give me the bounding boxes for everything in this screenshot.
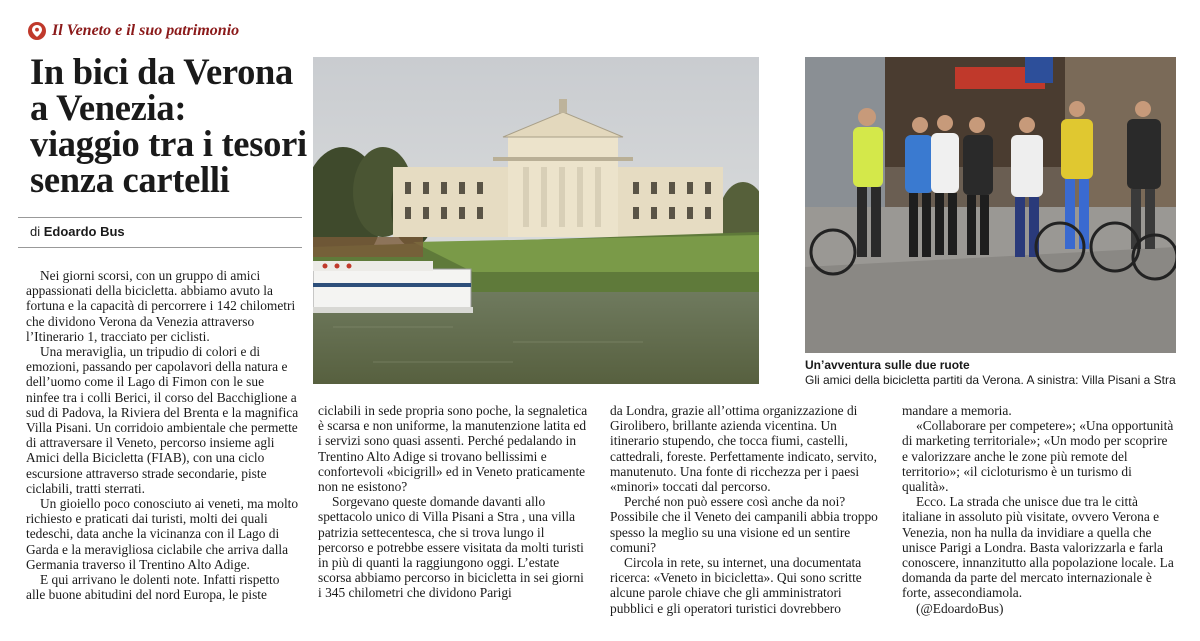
- headline-line: In bici da Verona: [30, 51, 294, 92]
- paragraph: Circola in rete, su internet, una documentata ricerca: «Veneto in bicicletta». Qui sono scritte alcune parole chiave che gli amministratori pubblici e gli operatori turistici dovrebbero: [610, 555, 862, 616]
- section-kicker: [28, 22, 239, 40]
- article-column-2: [318, 403, 590, 601]
- article-column-4: [902, 403, 1174, 616]
- paragraph: Sorgevano queste domande davanti allo spettacolo unico di Villa Pisani a Stra , una villa patrizia settecentesca, che si trova lungo il percorso e potrebbe essere visitata da molti turisti in più di quanti la raggiungono oggi. L’estate scorsa abbiamo percorso in bicicletta in sei giorni i 345 chilometri che dividono Parigi: [318, 494, 584, 601]
- paragraph: E qui arrivano le dolenti note. Infatti rispetto alle buone abitudini del nord Europa, le piste: [26, 572, 280, 603]
- paragraph: mandare a memoria.: [902, 403, 1012, 418]
- paragraph: «Collaborare per competere»; «Una opportunità di marketing territoriale»; «Un modo per scoprire e valorizzare anche le zone più remote del territorio»; «il cicloturismo è un turismo di qualità».: [902, 418, 1174, 495]
- article-headline: [30, 51, 310, 200]
- cyclists-group-photo: [805, 57, 1176, 353]
- headline-line: senza cartelli: [30, 159, 230, 200]
- location-pin-icon: [28, 22, 46, 40]
- paragraph: (@EdoardoBus): [916, 600, 1004, 616]
- divider: [18, 217, 302, 218]
- headline-line: a Venezia:: [30, 87, 187, 128]
- caption-title: Un’avventura sulle due ruote: [805, 358, 970, 372]
- article-column-1: [26, 268, 300, 602]
- author-name: Edoardo Bus: [43, 224, 125, 239]
- headline-line: viaggio tra i tesori: [30, 123, 307, 164]
- caption-text: Gli amici della bicicletta partiti da Verona. A sinistra: Villa Pisani a Stra: [805, 372, 1176, 387]
- photo-caption: [805, 358, 1185, 387]
- kicker-text: Il Veneto e il suo patrimonio: [52, 22, 240, 39]
- paragraph: Una meraviglia, un tripudio di colori e di emozioni, passando per capolavori della natura e dell’uomo come il Lago di Fimon con le sue ninfee tra i colli Berici, il corso del Bacchiglione a sud di Padova, la Riviera del Brenta e la magnifica Villa Pisani. Un corridoio ambientale che permette di attraversare il Veneto, percorso insieme agli Amici della Bicicletta (FIAB), con una ciclo escursione attraverso strade secondarie, piste ciclabili, tratti sterrati.: [26, 344, 299, 496]
- paragraph: da Londra, grazie all’ottima organizzazione di Girolibero, brillante azienda vicentina. Un itinerario stupendo, che tocca fiumi, castelli, cattedrali, foreste. Perfettamente indicato, servito, manutenuto. Una fonte di ricchezza per i paesi «minori» toccati dal percorso.: [610, 403, 877, 495]
- paragraph: Nei giorni scorsi, con un gruppo di amici appassionati della bicicletta. abbiamo avuto la fortuna e la capacità di percorrere i 142 chilometri che dividono Verona da Venezia attraverso l’Itinerario 1, tracciato per ciclisti.: [26, 268, 296, 344]
- article-column-3: [610, 403, 882, 616]
- paragraph: ciclabili in sede propria sono poche, la segnaletica è scarsa e non uniforme, la manutenzione latita ed i servizi sono quasi assenti. Perché pedalando in Trentino Alto Adige si trovano bellissimi e confortevoli «bicigrill» ed in Veneto praticamente non ne esistono?: [318, 403, 588, 495]
- villa-pisani-photo: [313, 57, 759, 384]
- paragraph: Ecco. La strada che unisce due tra le città italiane in assoluto più visitate, ovvero Verona e Venezia, non ha nulla da invidiare a quella che unisce Parigi a Londra. Basta valorizzarla e farla conoscere, innanzitutto alla popolazione locale. La domanda da parte del mercato internazionale è forte, assecondiamola.: [902, 494, 1174, 601]
- divider: [18, 247, 302, 248]
- byline: [30, 224, 125, 239]
- paragraph: Perché non può essere così anche da noi? Possibile che il Veneto dei campanili abbia troppo spesso la meglio su una visione ed un sentire comuni?: [610, 494, 878, 555]
- paragraph: Un gioiello poco conosciuto ai veneti, ma molto richiesto e praticati dai turisti, molti dei quali tedeschi, data anche la vicinanza con il Lago di Garda e la meravigliosa ciclabile che arriva dalla Germania traverso il Trentino Alto Adige.: [26, 496, 299, 572]
- byline-prefix: di: [30, 224, 41, 239]
